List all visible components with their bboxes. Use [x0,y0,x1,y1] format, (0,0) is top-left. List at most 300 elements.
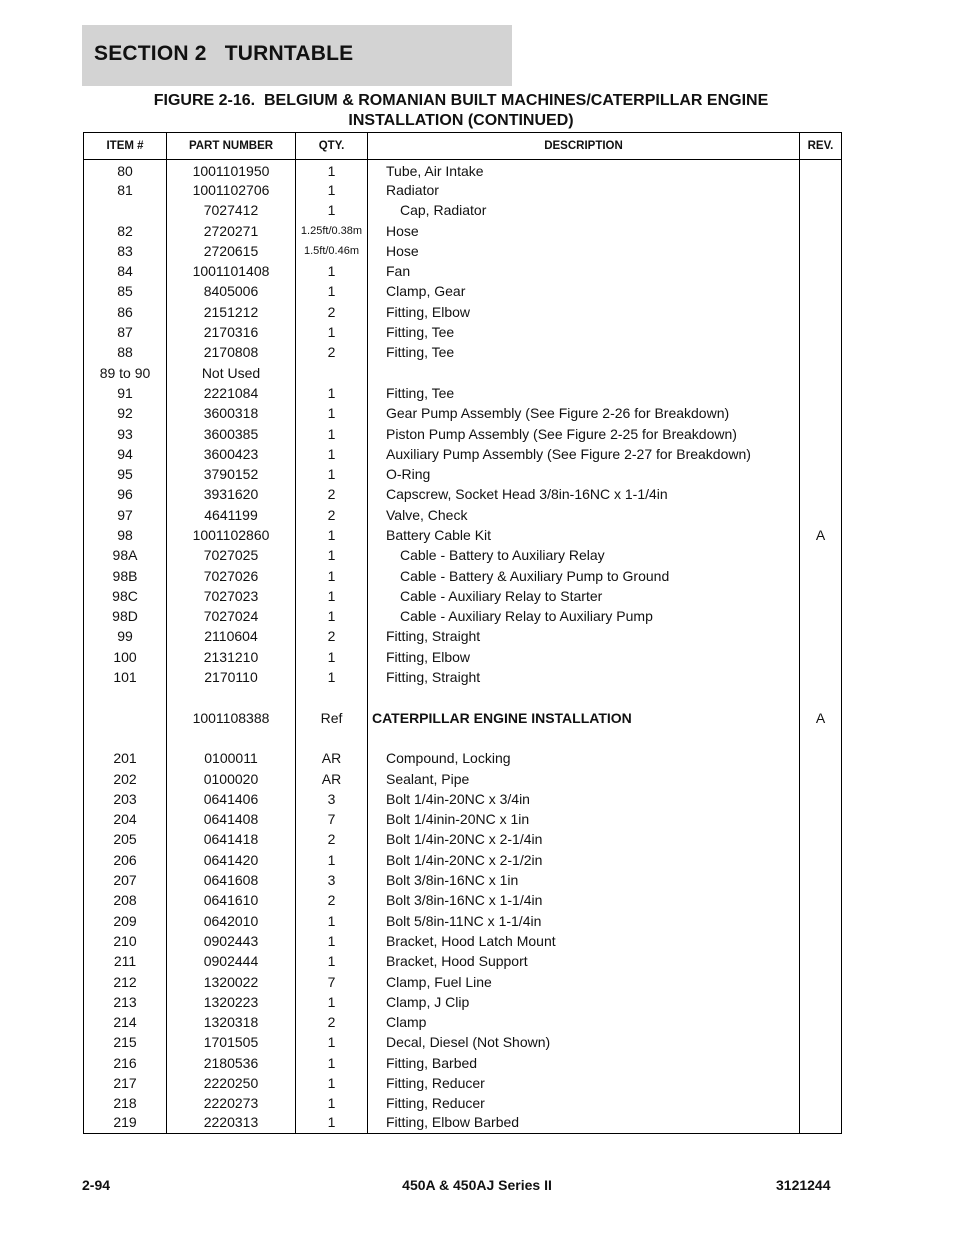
rev-cell [800,200,842,220]
item-number-cell: 83 [84,241,167,261]
part-number-cell [167,687,296,707]
part-number-cell: 4641199 [167,505,296,525]
part-number-cell: 2720271 [167,220,296,240]
item-number-cell: 206 [84,850,167,870]
part-number-cell: 3600385 [167,423,296,443]
qty-cell: Ref [296,708,368,728]
rev-cell [800,444,842,464]
description-cell: Radiator [368,180,800,200]
item-number-cell: 216 [84,1053,167,1073]
item-number-cell: 215 [84,1032,167,1052]
item-number-cell [84,687,167,707]
part-number-cell: 2170110 [167,667,296,687]
description-cell: Bolt 1/4in-20NC x 2-1/4in [368,829,800,849]
part-number-cell: 0641418 [167,829,296,849]
table-row [84,302,842,322]
rev-cell [800,281,842,301]
qty-cell: 3 [296,870,368,890]
qty-cell: AR [296,768,368,788]
qty-cell: 1 [296,565,368,585]
table-row [84,484,842,504]
column-header-rev: REV. [800,133,842,160]
table-header-row [84,133,842,160]
part-number-cell: 2220313 [167,1113,296,1133]
table-row [84,281,842,301]
figure-title-line-2: INSTALLATION (CONTINUED) [348,112,574,129]
description-cell: Sealant, Pipe [368,768,800,788]
rev-cell [800,748,842,768]
table-row [84,160,842,180]
part-number-cell: 0642010 [167,910,296,930]
part-number-cell: 7027023 [167,586,296,606]
rev-cell [800,423,842,443]
rev-cell [800,789,842,809]
part-number-cell: 2110604 [167,626,296,646]
part-number-cell: 0641608 [167,870,296,890]
rev-cell [800,1073,842,1093]
part-number-cell: 1320223 [167,992,296,1012]
item-number-cell: 97 [84,505,167,525]
description-cell: Bolt 1/4inin-20NC x 1in [368,809,800,829]
table-row [84,687,842,707]
table-row [84,200,842,220]
part-number-cell: 3790152 [167,464,296,484]
footer-model: 450A & 450AJ Series II [402,1177,552,1193]
item-number-cell: 211 [84,951,167,971]
table-row [84,768,842,788]
rev-cell [800,870,842,890]
rev-cell [800,1113,842,1133]
description-cell: Capscrew, Socket Head 3/8in-16NC x 1-1/4in [368,484,800,504]
item-number-cell: 93 [84,423,167,443]
qty-cell: 1 [296,160,368,180]
description-cell: Fitting, Reducer [368,1093,800,1113]
rev-cell [800,951,842,971]
part-number-cell: 2221084 [167,383,296,403]
rev-cell [800,322,842,342]
qty-cell: 2 [296,1012,368,1032]
part-number-cell: 0902444 [167,951,296,971]
part-number-cell: 2720615 [167,241,296,261]
description-cell: CATERPILLAR ENGINE INSTALLATION [368,708,800,728]
description-cell: Fitting, Tee [368,383,800,403]
table-row [84,241,842,261]
rev-cell: A [800,708,842,728]
description-cell: Piston Pump Assembly (See Figure 2-25 for Breakdown) [368,423,800,443]
rev-cell [800,464,842,484]
description-cell: Bolt 1/4in-20NC x 2-1/2in [368,850,800,870]
part-number-cell: Not Used [167,362,296,382]
rev-cell [800,626,842,646]
item-number-cell [84,708,167,728]
part-number-cell: 1001102706 [167,180,296,200]
table-row [84,565,842,585]
qty-cell: 1 [296,261,368,281]
table-row [84,261,842,281]
qty-cell: 1 [296,1073,368,1093]
part-number-cell: 7027412 [167,200,296,220]
qty-cell: 1 [296,1053,368,1073]
qty-cell: 1 [296,1113,368,1133]
qty-cell: 1 [296,992,368,1012]
description-cell: Auxiliary Pump Assembly (See Figure 2-27 for Breakdown) [368,444,800,464]
table-row [84,809,842,829]
rev-cell [800,728,842,748]
item-number-cell: 212 [84,971,167,991]
description-cell: Fitting, Tee [368,322,800,342]
description-cell: Bolt 5/8in-11NC x 1-1/4in [368,910,800,930]
table-row [84,403,842,423]
part-number-cell: 2170316 [167,322,296,342]
table-row [84,626,842,646]
item-number-cell: 98C [84,586,167,606]
description-cell: Fitting, Straight [368,626,800,646]
table-row [84,829,842,849]
item-number-cell: 88 [84,342,167,362]
rev-cell [800,241,842,261]
description-cell: Cable - Auxiliary Relay to Auxiliary Pump [368,606,800,626]
item-number-cell: 98A [84,545,167,565]
description-cell: Clamp, Fuel Line [368,971,800,991]
item-number-cell: 84 [84,261,167,281]
description-cell: Clamp [368,1012,800,1032]
part-number-cell: 0641406 [167,789,296,809]
table-row [84,545,842,565]
rev-cell [800,992,842,1012]
part-number-cell: 7027024 [167,606,296,626]
table-row [84,951,842,971]
rev-cell [800,586,842,606]
qty-cell: 1 [296,403,368,423]
part-number-cell: 1001102860 [167,525,296,545]
table-row [84,505,842,525]
rev-cell [800,647,842,667]
rev-cell [800,565,842,585]
table-row [84,992,842,1012]
item-number-cell: 99 [84,626,167,646]
description-cell: Decal, Diesel (Not Shown) [368,1032,800,1052]
description-cell: Bolt 3/8in-16NC x 1-1/4in [368,890,800,910]
description-cell: Clamp, Gear [368,281,800,301]
item-number-cell: 208 [84,890,167,910]
table-row [84,525,842,545]
part-number-cell: 0641610 [167,890,296,910]
table-row [84,423,842,443]
rev-cell [800,890,842,910]
item-number-cell: 100 [84,647,167,667]
table-row [84,383,842,403]
rev-cell [800,180,842,200]
rev-cell [800,829,842,849]
rev-cell [800,910,842,930]
item-number-cell: 85 [84,281,167,301]
footer-page-number: 2-94 [82,1177,111,1193]
qty-cell: 1 [296,667,368,687]
part-number-cell: 1001101950 [167,160,296,180]
part-number-cell: 8405006 [167,281,296,301]
section-header [82,25,512,86]
qty-cell: 2 [296,505,368,525]
description-cell: Fan [368,261,800,281]
table-row [84,464,842,484]
item-number-cell: 203 [84,789,167,809]
rev-cell [800,931,842,951]
table-row [84,890,842,910]
item-number-cell: 81 [84,180,167,200]
rev-cell [800,850,842,870]
rev-cell [800,383,842,403]
table-row [84,667,842,687]
qty-cell [296,362,368,382]
qty-cell: 1 [296,281,368,301]
rev-cell [800,1032,842,1052]
item-number-cell: 204 [84,809,167,829]
item-number-cell: 210 [84,931,167,951]
table-row [84,728,842,748]
item-number-cell: 205 [84,829,167,849]
table-row [84,931,842,951]
part-number-cell: 2220273 [167,1093,296,1113]
item-number-cell: 91 [84,383,167,403]
rev-cell [800,667,842,687]
table-row [84,748,842,768]
table-row [84,850,842,870]
part-number-cell: 2131210 [167,647,296,667]
item-number-cell: 101 [84,667,167,687]
item-number-cell: 98 [84,525,167,545]
rev-cell [800,606,842,626]
item-number-cell: 98B [84,565,167,585]
rev-cell [800,971,842,991]
qty-cell: 2 [296,626,368,646]
table-row [84,1053,842,1073]
rev-cell [800,768,842,788]
qty-cell: 7 [296,971,368,991]
qty-cell [296,687,368,707]
description-cell: Hose [368,220,800,240]
qty-cell: 2 [296,342,368,362]
description-cell: Cable - Auxiliary Relay to Starter [368,586,800,606]
part-number-cell: 2170808 [167,342,296,362]
rev-cell: A [800,525,842,545]
table-row [84,1012,842,1032]
figure-title-line-1: FIGURE 2-16. BELGIUM & ROMANIAN BUILT MACHINES/CATERPILLAR ENGINE [153,92,769,109]
item-number-cell: 80 [84,160,167,180]
rev-cell [800,302,842,322]
qty-cell: 1 [296,931,368,951]
qty-cell: 1 [296,850,368,870]
footer-manual-number: 3121244 [776,1177,831,1193]
column-header-item: ITEM # [84,133,167,160]
item-number-cell: 89 to 90 [84,362,167,382]
rev-cell [800,220,842,240]
qty-cell: 1 [296,951,368,971]
item-number-cell: 219 [84,1113,167,1133]
description-cell: Battery Cable Kit [368,525,800,545]
part-number-cell: 7027025 [167,545,296,565]
item-number-cell: 94 [84,444,167,464]
item-number-cell [84,200,167,220]
description-cell: Fitting, Barbed [368,1053,800,1073]
rev-cell [800,1093,842,1113]
qty-cell: 1 [296,200,368,220]
rev-cell [800,484,842,504]
qty-cell: 1 [296,545,368,565]
rev-cell [800,342,842,362]
qty-cell: 1 [296,423,368,443]
part-number-cell [167,728,296,748]
description-cell [368,362,800,382]
rev-cell [800,362,842,382]
description-cell [368,687,800,707]
part-number-cell: 7027026 [167,565,296,585]
item-number-cell: 202 [84,768,167,788]
qty-cell: 1 [296,322,368,342]
qty-cell: AR [296,748,368,768]
table-row [84,1073,842,1093]
part-number-cell: 1001108388 [167,708,296,728]
item-number-cell: 207 [84,870,167,890]
description-cell: Fitting, Straight [368,667,800,687]
table-row [84,971,842,991]
part-number-cell: 3931620 [167,484,296,504]
qty-cell [296,728,368,748]
table-row [84,586,842,606]
rev-cell [800,545,842,565]
part-number-cell: 1001101408 [167,261,296,281]
rev-cell [800,160,842,180]
part-number-cell: 3600423 [167,444,296,464]
qty-cell: 1 [296,525,368,545]
description-cell: Fitting, Elbow [368,647,800,667]
description-cell: Bolt 3/8in-16NC x 1in [368,870,800,890]
qty-cell: 2 [296,829,368,849]
table-row [84,342,842,362]
description-cell: Bracket, Hood Latch Mount [368,931,800,951]
qty-cell: 2 [296,484,368,504]
column-header-qty: QTY. [296,133,368,160]
qty-cell: 1 [296,910,368,930]
qty-cell: 2 [296,302,368,322]
part-number-cell: 3600318 [167,403,296,423]
item-number-cell [84,728,167,748]
qty-cell: 1 [296,444,368,464]
description-cell: Fitting, Elbow [368,302,800,322]
rev-cell [800,809,842,829]
column-header-description: DESCRIPTION [368,133,800,160]
description-cell: Fitting, Reducer [368,1073,800,1093]
parts-table [83,132,842,1134]
qty-cell: 1.5ft/0.46m [296,241,368,261]
part-number-cell: 0641420 [167,850,296,870]
table-row [84,789,842,809]
table-row [84,180,842,200]
table-row [84,220,842,240]
item-number-cell: 209 [84,910,167,930]
figure-title [82,91,840,131]
description-cell: Clamp, J Clip [368,992,800,1012]
part-number-cell: 2151212 [167,302,296,322]
description-cell: Gear Pump Assembly (See Figure 2-26 for Breakdown) [368,403,800,423]
item-number-cell: 87 [84,322,167,342]
qty-cell: 1 [296,647,368,667]
item-number-cell: 201 [84,748,167,768]
table-row [84,1113,842,1133]
table-row [84,708,842,728]
description-cell: Tube, Air Intake [368,160,800,180]
description-cell: Valve, Check [368,505,800,525]
qty-cell: 1 [296,464,368,484]
item-number-cell: 214 [84,1012,167,1032]
description-cell: Compound, Locking [368,748,800,768]
rev-cell [800,403,842,423]
description-cell: Fitting, Elbow Barbed [368,1113,800,1133]
item-number-cell: 82 [84,220,167,240]
rev-cell [800,505,842,525]
qty-cell: 7 [296,809,368,829]
item-number-cell: 96 [84,484,167,504]
table-row [84,1032,842,1052]
description-cell: Bolt 1/4in-20NC x 3/4in [368,789,800,809]
item-number-cell: 213 [84,992,167,1012]
qty-cell: 1 [296,1032,368,1052]
qty-cell: 1 [296,180,368,200]
section-title: SECTION 2 TURNTABLE [94,42,354,65]
table-row [84,322,842,342]
rev-cell [800,687,842,707]
qty-cell: 1 [296,606,368,626]
item-number-cell: 92 [84,403,167,423]
rev-cell [800,261,842,281]
part-number-cell: 0641408 [167,809,296,829]
table-row [84,362,842,382]
description-cell: Bracket, Hood Support [368,951,800,971]
rev-cell [800,1012,842,1032]
parts-table-body [84,160,842,1134]
column-header-part-number: PART NUMBER [167,133,296,160]
table-row [84,444,842,464]
item-number-cell: 86 [84,302,167,322]
description-cell: Cap, Radiator [368,200,800,220]
qty-cell: 1.25ft/0.38m [296,220,368,240]
table-row [84,1093,842,1113]
table-row [84,910,842,930]
part-number-cell: 0902443 [167,931,296,951]
part-number-cell: 0100011 [167,748,296,768]
part-number-cell: 1320022 [167,971,296,991]
part-number-cell: 1320318 [167,1012,296,1032]
item-number-cell: 218 [84,1093,167,1113]
description-cell: O-Ring [368,464,800,484]
description-cell: Cable - Battery & Auxiliary Pump to Ground [368,565,800,585]
table-row [84,870,842,890]
rev-cell [800,1053,842,1073]
item-number-cell: 95 [84,464,167,484]
qty-cell: 1 [296,383,368,403]
item-number-cell: 98D [84,606,167,626]
description-cell [368,728,800,748]
table-row [84,647,842,667]
part-number-cell: 0100020 [167,768,296,788]
qty-cell: 1 [296,586,368,606]
part-number-cell: 2220250 [167,1073,296,1093]
qty-cell: 1 [296,1093,368,1113]
part-number-cell: 1701505 [167,1032,296,1052]
description-cell: Fitting, Tee [368,342,800,362]
qty-cell: 3 [296,789,368,809]
description-cell: Cable - Battery to Auxiliary Relay [368,545,800,565]
table-row [84,606,842,626]
